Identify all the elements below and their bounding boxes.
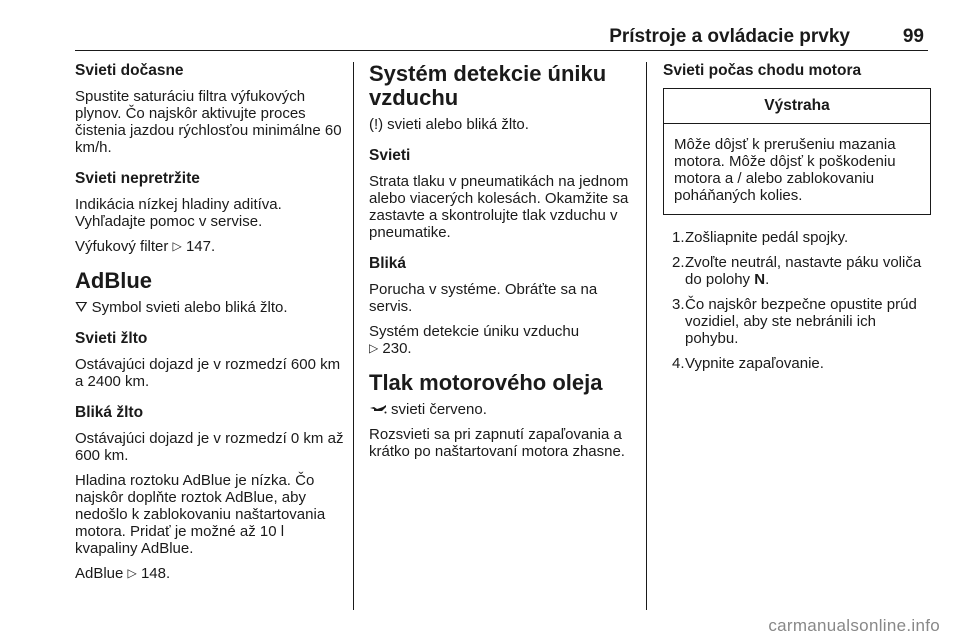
step-text: Vypnite zapaľovanie.	[685, 355, 824, 372]
column-3	[663, 62, 931, 380]
page-header	[75, 26, 928, 48]
paragraph: Rozsvieti sa pri zapnutí zapaľovania a krátko po naštartovaní motora zhasne.	[369, 426, 625, 460]
step-number: 4.	[672, 355, 685, 372]
heading-svieti-zlto: Svieti žlto	[75, 330, 148, 347]
text: Symbol svieti alebo bliká žlto.	[91, 299, 288, 316]
page-ref-icon: ▷	[172, 239, 182, 253]
ref-label: AdBlue	[75, 565, 124, 582]
cross-reference[interactable]	[369, 323, 637, 357]
cross-reference[interactable]	[75, 565, 347, 582]
warning-box	[663, 88, 931, 215]
paragraph: Porucha v systéme. Obráťte sa na servis.	[369, 281, 598, 315]
paragraph: Spustite saturáciu filtra výfukových plynov. Čo najskôr aktivujte proces čistenia jazdou rýchlosťou minimálne 60 km/h.	[75, 88, 342, 156]
ref-label: Výfukový filter	[75, 238, 169, 255]
oil-can-icon	[369, 401, 387, 418]
heading-air-leak-detection: Systém detekcie úniku vzduchu	[369, 61, 607, 110]
text: svieti alebo bliká žlto.	[387, 116, 529, 133]
page-ref-icon: ▷	[127, 566, 137, 580]
page-number: 99	[902, 26, 924, 47]
paragraph: Ostávajúci dojazd je v rozmedzí 600 km a 2400 km.	[75, 356, 341, 390]
warning-title: Výstraha	[664, 89, 930, 124]
step-text: Zvoľte neutrál, nastavte páku voliča do polohy	[685, 254, 922, 288]
heading-engine-running: Svieti počas chodu motora	[663, 62, 862, 79]
list-item	[663, 355, 931, 372]
section-title: Prístroje a ovládacie prvky	[609, 26, 850, 47]
page-ref-icon: ▷	[369, 341, 379, 355]
gear-position: N	[754, 271, 766, 288]
paragraph	[369, 116, 637, 133]
paragraph	[75, 299, 347, 316]
list-item	[663, 229, 931, 246]
step-text: Čo najskôr bezpečne opustite prúd vozidiel, aby ste nebránili ich pohybu.	[685, 296, 917, 347]
ref-page: 147.	[185, 238, 216, 255]
list-item	[663, 296, 931, 347]
warning-text: Môže dôjsť k prerušeniu mazania motora. Môže dôjsť k poškodeniu motora a / alebo zablokovaniu poháňaných kolies.	[674, 136, 896, 204]
ref-page: 230.	[382, 340, 412, 357]
column-2	[369, 62, 637, 468]
ref-page: 148.	[140, 565, 171, 582]
paragraph: Strata tlaku v pneumatikách na jednom alebo viacerých kolesách. Okamžite sa zastavte a skontrolujte tlak vzduchu v pneumatike.	[369, 173, 629, 241]
column-divider	[353, 62, 354, 610]
heading-svieti-docasne: Svieti dočasne	[75, 62, 184, 79]
tire-pressure-icon: (!)	[369, 116, 384, 133]
heading-svieti-nepretrzite: Svieti nepretržite	[75, 170, 200, 187]
text: svieti červeno.	[391, 401, 487, 418]
column-divider	[646, 62, 647, 610]
step-number: 3.	[672, 296, 685, 313]
step-number: 1.	[672, 229, 685, 246]
cross-reference[interactable]	[75, 238, 347, 255]
heading-svieti: Svieti	[369, 147, 411, 164]
ref-label: Systém detekcie úniku vzduchu	[369, 323, 580, 340]
paragraph	[369, 401, 637, 418]
header-rule	[75, 50, 928, 51]
heading-blika-zlto: Bliká žlto	[75, 404, 144, 421]
step-text: Zošliapnite pedál spojky.	[685, 229, 849, 246]
paragraph: Hladina roztoku AdBlue je nízka. Čo najskôr doplňte roztok AdBlue, aby nedošlo k zablokovaniu naštartovania motora. Pridať je možné až 10 l kvapaliny AdBlue.	[75, 472, 326, 557]
step-end: .	[765, 271, 770, 288]
heading-adblue: AdBlue	[75, 268, 152, 293]
paragraph: Ostávajúci dojazd je v rozmedzí 0 km až 600 km.	[75, 430, 344, 464]
adblue-icon: ⛛	[75, 299, 88, 316]
steps-list	[663, 229, 931, 372]
step-number: 2.	[672, 254, 685, 271]
heading-blika: Bliká	[369, 255, 407, 272]
list-item	[663, 254, 931, 288]
paragraph: Indikácia nízkej hladiny aditíva. Vyhľadajte pomoc v servise.	[75, 196, 282, 230]
column-1	[75, 62, 347, 590]
heading-oil-pressure: Tlak motorového oleja	[369, 370, 603, 395]
watermark: carmanualsonline.info	[768, 616, 940, 635]
